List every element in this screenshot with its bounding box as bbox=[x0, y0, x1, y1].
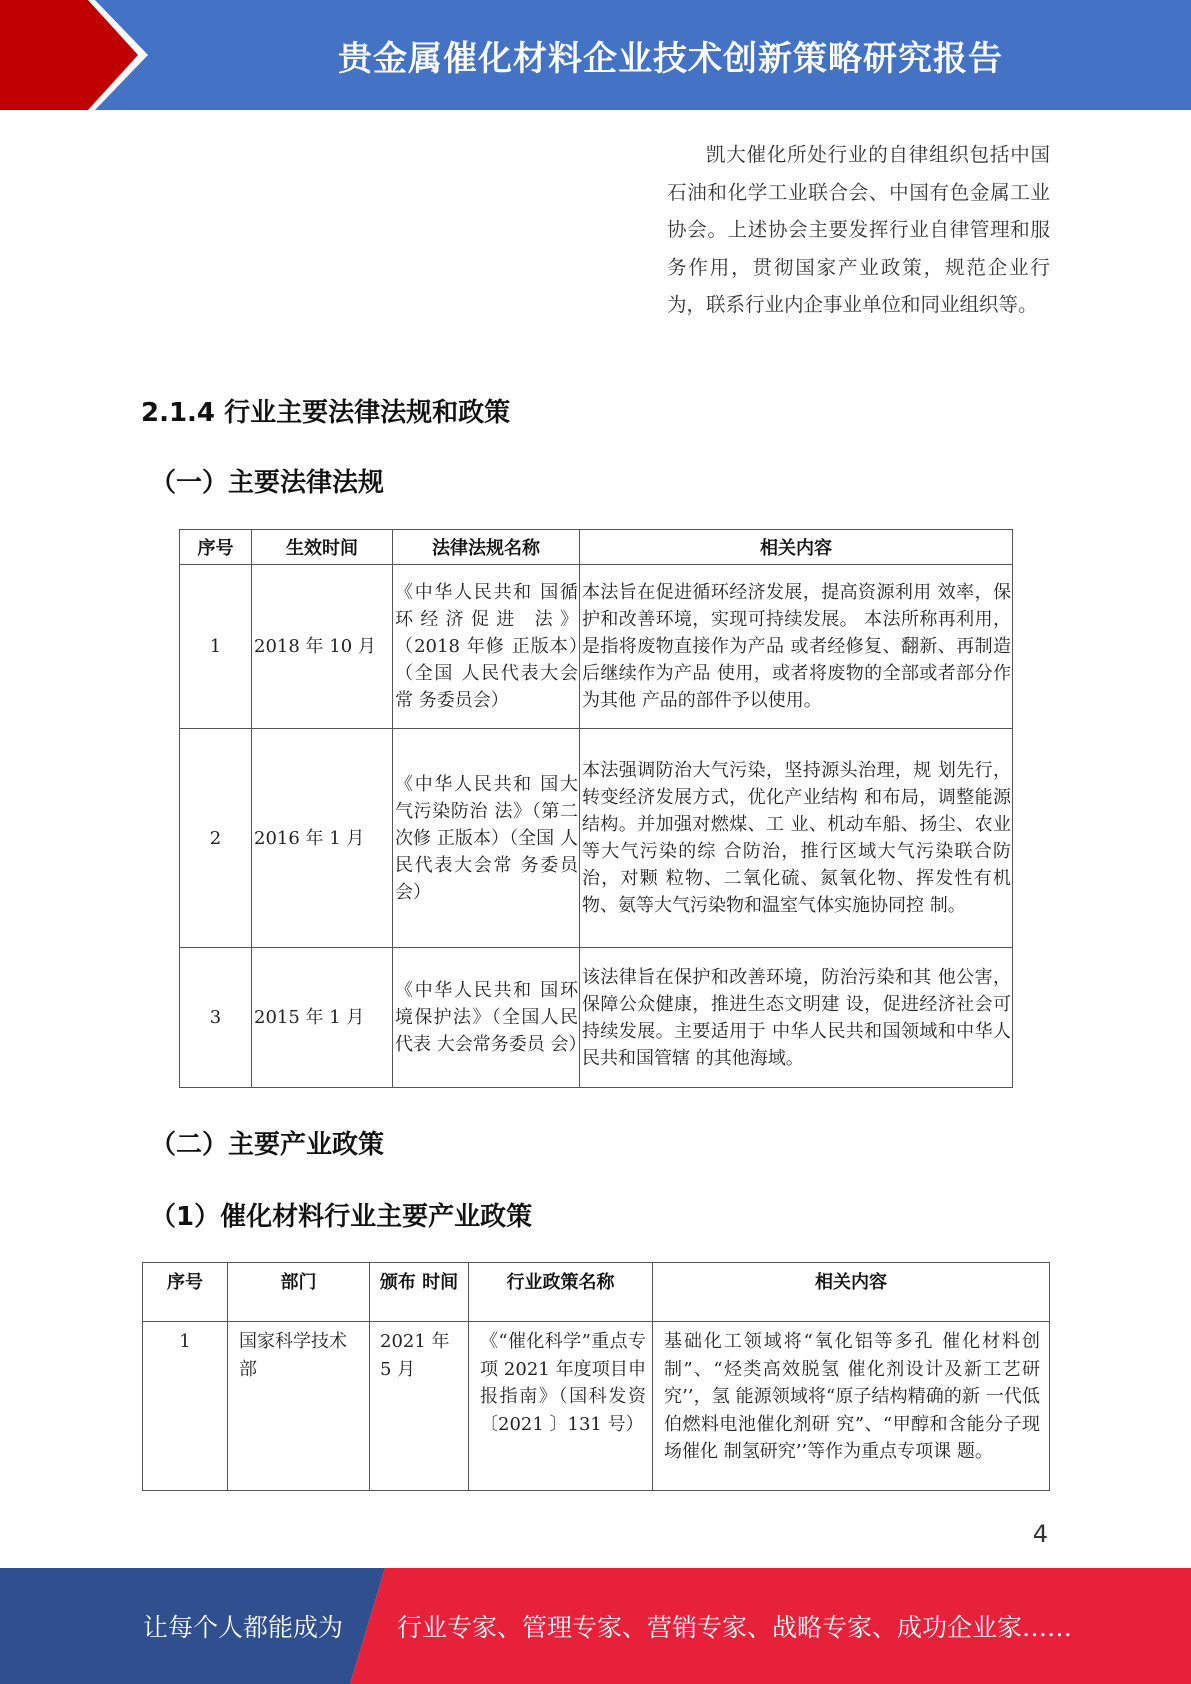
cell-no: 1 bbox=[180, 565, 252, 729]
policies-table bbox=[142, 1262, 1050, 1491]
col-header-date: 生效时间 bbox=[252, 530, 393, 565]
page-header bbox=[0, 0, 1191, 110]
cell-law-name: 《中华人民共和 国循环经济促进 法》（2018 年修 正版本）（全国 人民代表大会常 务委员会） bbox=[393, 565, 580, 729]
table-header-row bbox=[180, 530, 1013, 565]
header-arrow-decoration bbox=[0, 0, 150, 110]
catalyst-policies-heading: （1）催化材料行业主要产业政策 bbox=[150, 1202, 533, 1232]
cell-date: 2016 年 1 月 bbox=[252, 729, 393, 948]
cell-law-name: 《中华人民共和 国环境保护法》（全国人民代表 大会常务委员 会） bbox=[393, 948, 580, 1088]
col-header-name: 法律法规名称 bbox=[393, 530, 580, 565]
cell-policy-name: 《“催化科学”重点专项 2021 年度项目申报指南》（国科发资〔2021 〕131 号） bbox=[469, 1322, 653, 1491]
col-header-policy-name: 行业政策名称 bbox=[469, 1263, 653, 1322]
footer-slogan-left: 让每个人都能成为 bbox=[143, 1613, 344, 1642]
laws-heading: （一）主要法律法规 bbox=[150, 468, 385, 498]
table-row bbox=[180, 948, 1013, 1088]
cell-content: 该法律旨在保护和改善环境，防治污染和其 他公害，保障公众健康，推进生态文明建 设，促进经济社会可持续发展。主要适用于 中华人民共和国领域和中华人民共和国管辖 的其他海域。 bbox=[580, 948, 1013, 1088]
table-row bbox=[180, 729, 1013, 948]
page-number: 4 bbox=[1032, 1520, 1048, 1548]
cell-no: 2 bbox=[180, 729, 252, 948]
cell-no: 3 bbox=[180, 948, 252, 1088]
footer-slogan-right: 行业专家、管理专家、营销专家、战略专家、成功企业家…… bbox=[397, 1613, 1073, 1642]
laws-table bbox=[179, 529, 1013, 1088]
col-header-date: 颁布 时间 bbox=[370, 1263, 469, 1322]
cell-date: 2018 年 10 月 bbox=[252, 565, 393, 729]
cell-no: 1 bbox=[143, 1322, 228, 1491]
cell-dept: 国家科学技术部 bbox=[228, 1322, 370, 1491]
col-header-content: 相关内容 bbox=[580, 530, 1013, 565]
cell-date: 2015 年 1 月 bbox=[252, 948, 393, 1088]
table-row bbox=[143, 1322, 1050, 1491]
policies-heading: （二）主要产业政策 bbox=[150, 1130, 385, 1160]
page-footer bbox=[0, 1568, 1191, 1684]
table-row bbox=[180, 565, 1013, 729]
cell-content: 本法强调防治大气污染，坚持源头治理，规 划先行，转变经济发展方式，优化产业结构 和布局，调整能源结构。并加强对燃煤、工 业、机动车船、扬尘、农业等大气污染的综 合防治，推行区域大气污染联合防治，对颗 粒物、二氧化硫、氮氧化物、挥发性有机 物、氨等大气污染物和温室气体实施协同控 制。 bbox=[580, 729, 1013, 948]
intro-paragraph: 凯大催化所处行业的自律组织包括中国石油和化学工业联合会、中国有色金属工业协会。上述协会主要发挥行业自律管理和服务作用，贯彻国家产业政策，规范企业行为，联系行业内企事业单位和同业组织等。 bbox=[667, 143, 1050, 317]
col-header-no: 序号 bbox=[143, 1263, 228, 1322]
cell-date: 2021 年 5 月 bbox=[370, 1322, 469, 1491]
report-title: 贵金属催化材料企业技术创新策略研究报告 bbox=[338, 38, 1003, 79]
col-header-no: 序号 bbox=[180, 530, 252, 565]
col-header-content: 相关内容 bbox=[653, 1263, 1050, 1322]
section-heading: 2.1.4 行业主要法律法规和政策 bbox=[141, 398, 511, 428]
cell-content: 本法旨在促进循环经济发展，提高资源利用 效率，保护和改善环境，实现可持续发展。 本法所称再利用，是指将废物直接作为产品 或者经修复、翻新、再制造后继续作为产品 使用，或者将废物的全部或者部分作为其他 产品的部件予以使用。 bbox=[580, 565, 1013, 729]
cell-law-name: 《中华人民共和 国大气污染防治 法》（第二次修 正版本）（全国 人民代表大会常 务委员会） bbox=[393, 729, 580, 948]
table-header-row bbox=[143, 1263, 1050, 1322]
cell-content: 基础化工领域将“氧化铝等多孔 催化材料创制”、“烃类高效脱氢 催化剂设计及新工艺研究’’，氢 能源领域将“原子结构精确的新 一代低伯燃料电池催化剂研 究”、“甲醇和含能分子现场催化 制氢研究’’等作为重点专项课 题。 bbox=[653, 1322, 1050, 1491]
col-header-dept: 部门 bbox=[228, 1263, 370, 1322]
